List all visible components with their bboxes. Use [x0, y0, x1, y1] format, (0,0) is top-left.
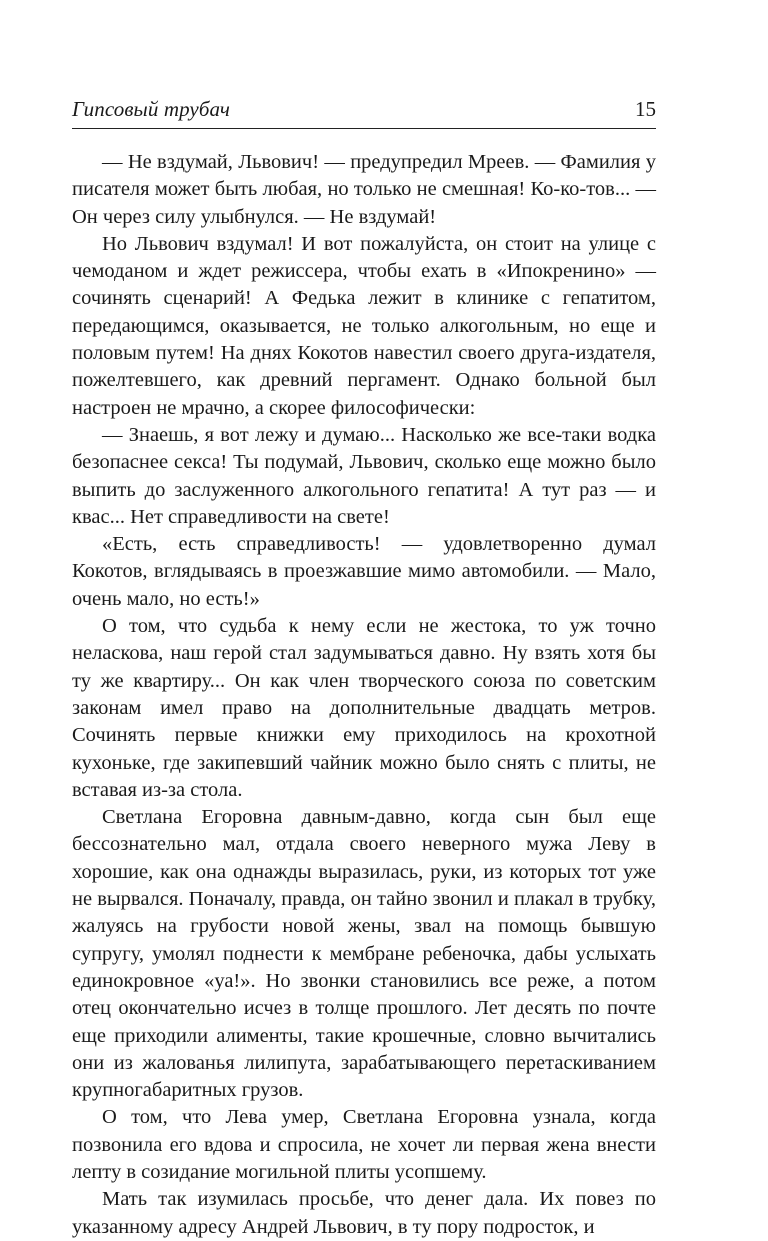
- paragraph-dialog-fedka: — Знаешь, я вот лежу и думаю... Насколько же все-таки водка безопаснее секса! Ты подумай, Львович, сколько еще можно было выпить до заслуженного алкогольного гепатита! А тут раз — и квас... Нет справедливости на свете!: [72, 423, 656, 528]
- paragraph-spravedlivost: «Есть, есть справедливость! — удовлетворенно думал Кокотов, вглядываясь в проезжавшие мимо автомобили. — Мало, очень мало, но есть!»: [72, 533, 656, 610]
- page-number: 15: [635, 97, 656, 121]
- paragraph-sudba: О том, что судьба к нему если не жестока, то уж точно неласкова, наш герой стал задумываться давно. Ну взять хотя бы ту же квартиру... Он как член творческого союза по советским законам имел право на дополнительные двадцать метров. Сочинять первые книжки ему приходилось на крохотной кухоньке, где закипевший чайник можно было снять с плиты, не вставая из-за стола.: [72, 615, 656, 801]
- paragraph-lvovich-vzdumal: Но Львович вздумал! И вот пожалуйста, он стоит на улице с чемоданом и ждет режиссера, чтобы ехать в «Ипокренино» — сочинять сценарий! А Федька лежит в клинике с гепатитом, передающимся, оказывается, не только алкогольным, но еще и половым путем! На днях Кокотов навестил своего друга-издателя, пожелтевшего, как древний пергамент. Однако больной был настроен не мрачно, а скорее философически:: [72, 232, 656, 419]
- running-header: [72, 96, 656, 129]
- running-title: Гипсовый трубач: [72, 97, 230, 121]
- paragraph-svetlana: Светлана Егоровна давным-давно, когда сын был еще бессознательно мал, отдала своего неверного мужа Леву в хорошие, как она однажды выразилась, руки, из которых тот уже не вырвался. Поначалу, правда, он тайно звонил и плакал в трубку, жалуясь на грубости новой жены, звал на помощь бывшую супругу, умолял поднести к мембране ребеночка, дабы услыхать единокровное «уа!». Но звонки становились все реже, а потом отец окончательно исчез в толще прошлого. Лет десять по почте еще приходили алименты, такие крошечные, словно вычитались они из жалованья лилипута, зарабатывающего перетаскиванием крупногабаритных грузов.: [72, 806, 656, 1102]
- body-text: [72, 149, 656, 1241]
- paragraph-leva-umer: О том, что Лева умер, Светлана Егоровна узнала, когда позвонила его вдова и спросила, не хочет ли первая жена внести лепту в созидание могильной плиты усопшему.: [72, 1106, 656, 1183]
- book-page: [72, 96, 656, 1241]
- paragraph-dialog-mreev: — Не вздумай, Львович! — предупредил Мреев. — Фамилия у писателя может быть любая, но только не смешная! Ко-ко-тов... — Он через силу улыбнулся. — Не вздумай!: [72, 151, 656, 228]
- paragraph-mat: Мать так изумилась просьбе, что денег дала. Их повез по указанному адресу Андрей Львович, в ту пору подросток, и: [72, 1188, 656, 1238]
